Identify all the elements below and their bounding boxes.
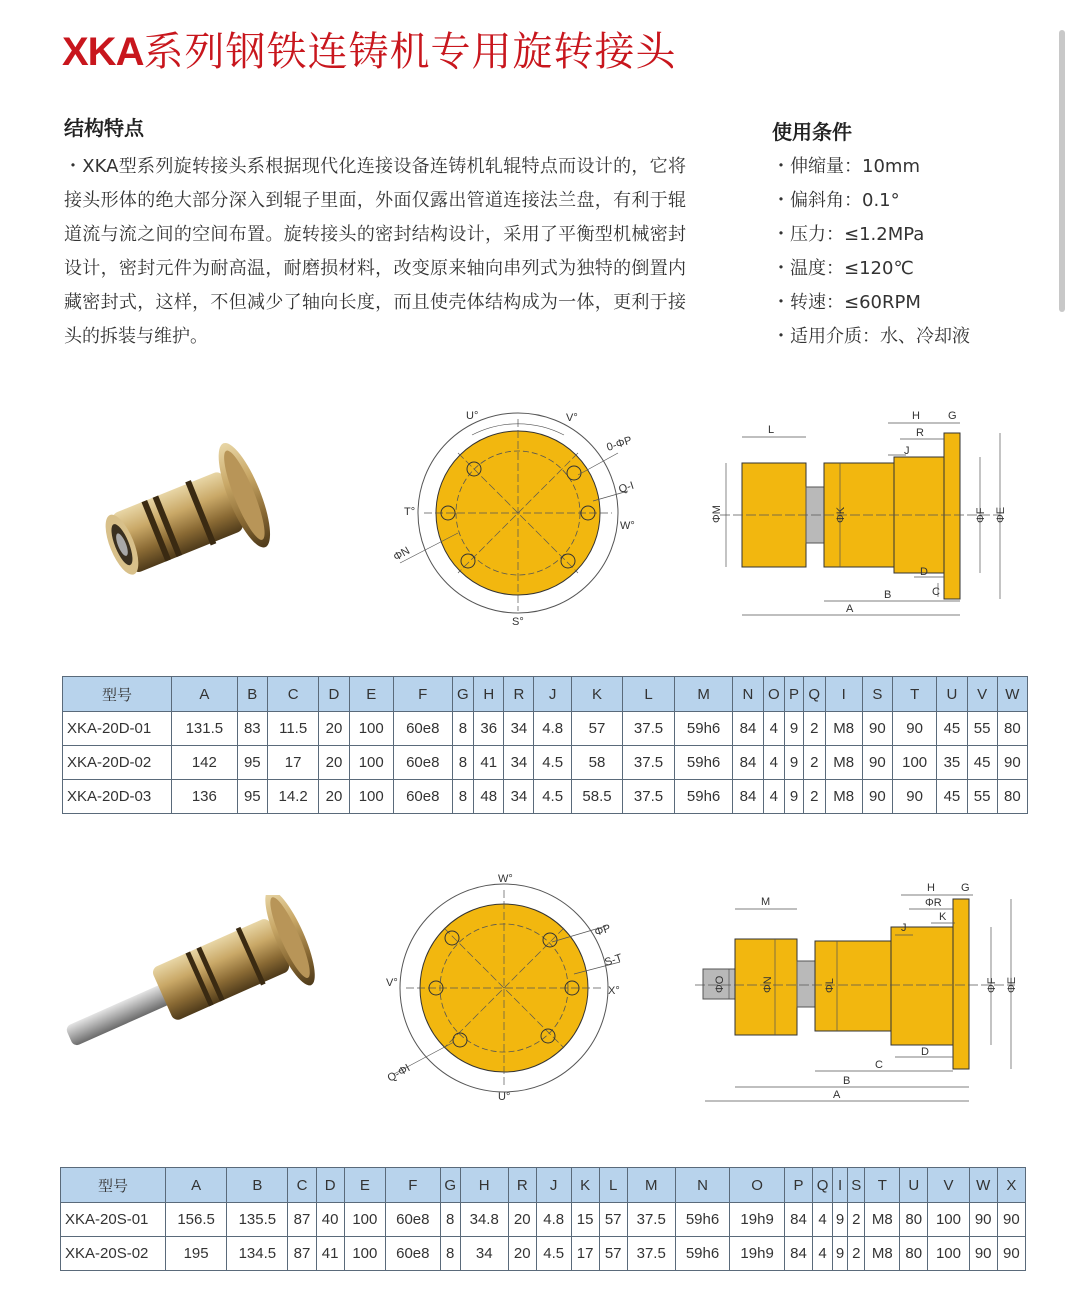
flange1-label: V° <box>566 412 578 424</box>
side2-label: ΦN <box>762 976 774 993</box>
table-cell: 156.5 <box>166 1203 227 1237</box>
flange1-label: T° <box>404 506 416 518</box>
table-cell: 34 <box>504 712 534 746</box>
table-cell: 9 <box>833 1203 848 1237</box>
header-cell: U <box>937 677 967 712</box>
table-cell: 90 <box>862 712 892 746</box>
header-cell: I <box>833 1168 848 1203</box>
side2-label: K <box>939 911 947 923</box>
table-cell: 11.5 <box>267 712 319 746</box>
flange1-label: ΦN <box>391 544 412 564</box>
table-cell: M8 <box>825 712 862 746</box>
table-cell: 34 <box>504 780 534 814</box>
condition-item: ・转速：≤60RPM <box>772 292 921 313</box>
header-cell: E <box>344 1168 385 1203</box>
header-cell: Q <box>813 1168 833 1203</box>
table-cell: 41 <box>474 746 504 780</box>
table-cell: 4.5 <box>536 1237 571 1271</box>
table-cell: 9 <box>785 712 804 746</box>
table-cell: 35 <box>937 746 967 780</box>
side-diagram-20s <box>695 875 1025 1110</box>
header-cell: R <box>508 1168 536 1203</box>
header-cell: J <box>536 1168 571 1203</box>
table-cell: M8 <box>865 1237 900 1271</box>
flange1-label: S° <box>512 616 524 628</box>
table-cell: 84 <box>784 1237 812 1271</box>
header-cell: J <box>534 677 571 712</box>
side-diagram-20d <box>700 405 1020 625</box>
table-cell: 37.5 <box>627 1203 675 1237</box>
table-cell: 57 <box>571 712 623 746</box>
table-cell: 100 <box>892 746 936 780</box>
flange2-label: U° <box>498 1091 511 1103</box>
header-cell: O <box>730 1168 785 1203</box>
flange2-label: W° <box>498 873 513 885</box>
table-cell: 131.5 <box>172 712 238 746</box>
table-cell: M8 <box>825 780 862 814</box>
header-cell: I <box>825 677 862 712</box>
side1-label: ΦF <box>975 507 987 523</box>
side2-label: ΦE <box>1006 976 1018 993</box>
side1-label: ΦK <box>835 506 847 523</box>
table-cell: 90 <box>862 746 892 780</box>
table-cell: 8 <box>440 1203 460 1237</box>
table-cell: 2 <box>847 1237 865 1271</box>
table-cell: 17 <box>267 746 319 780</box>
table-cell: 87 <box>288 1203 316 1237</box>
table-cell: 60e8 <box>393 746 452 780</box>
flange2-label: X° <box>608 985 620 997</box>
table-cell: 90 <box>892 712 936 746</box>
header-cell: W <box>997 677 1027 712</box>
header-cell: N <box>733 677 763 712</box>
table-cell: 4 <box>763 746 785 780</box>
side1-label: D <box>920 566 928 578</box>
table-cell: 100 <box>928 1237 969 1271</box>
header-cell: O <box>763 677 785 712</box>
structure-heading: 结构特点 <box>64 116 144 140</box>
side2-label: D <box>921 1046 929 1058</box>
table-cell: 135.5 <box>227 1203 288 1237</box>
header-cell: F <box>386 1168 441 1203</box>
table-cell: 15 <box>571 1203 599 1237</box>
table-cell: 136 <box>172 780 238 814</box>
table-cell: 100 <box>928 1203 969 1237</box>
table-cell: 4 <box>813 1237 833 1271</box>
table-cell: 34 <box>504 746 534 780</box>
table-cell: XKA-20S-02 <box>61 1237 166 1271</box>
table-cell: 57 <box>599 1237 627 1271</box>
table-cell: 80 <box>997 712 1027 746</box>
table-cell: 40 <box>316 1203 344 1237</box>
flange2-label: ΦP <box>593 922 613 939</box>
table-cell: 100 <box>349 746 393 780</box>
table-cell: 59h6 <box>674 712 733 746</box>
side1-label: A <box>846 603 854 615</box>
table-cell: 36 <box>474 712 504 746</box>
header-cell: S <box>847 1168 865 1203</box>
flange-diagram-20d <box>388 405 658 630</box>
table-cell: 2 <box>847 1203 865 1237</box>
header-cell: S <box>862 677 892 712</box>
table-cell: 4 <box>763 712 785 746</box>
header-cell: N <box>675 1168 730 1203</box>
header-cell: D <box>319 677 349 712</box>
table-cell: 37.5 <box>623 746 675 780</box>
header-cell: H <box>460 1168 508 1203</box>
spec-table-20d <box>62 676 1028 814</box>
structure-text: ・XKA型系列旋转接头系根据现代化连接设备连铸机轧辊特点而设计的，它将接头形体的绝大部分深入到辊子里面，外面仅露出管道连接法兰盘，有利于辊道流与流之间的空间布置。旋转接头的密封结构设计，采用了平衡型机械密封设计，密封元件为耐高温，耐磨损材料，改变原来轴向串列式为独特的倒置内藏密封式，这样，不但减少了轴向长度，而且使壳体结构成为一体，更利于接头的拆装与维护。 <box>64 156 686 347</box>
table-cell: 19h9 <box>730 1237 785 1271</box>
table-cell: 60e8 <box>393 712 452 746</box>
side2-label: H <box>927 882 935 894</box>
table-cell: 95 <box>237 780 267 814</box>
header-cell: U <box>900 1168 928 1203</box>
side1-label: G <box>948 410 957 422</box>
table-cell: 20 <box>508 1203 536 1237</box>
table-cell: 59h6 <box>675 1237 730 1271</box>
header-cell: 型号 <box>63 677 172 712</box>
header-cell: A <box>172 677 238 712</box>
table-cell: 45 <box>937 712 967 746</box>
table-cell: 57 <box>599 1203 627 1237</box>
table-cell: 100 <box>349 780 393 814</box>
table-cell: XKA-20D-03 <box>63 780 172 814</box>
flange1-label: W° <box>620 520 635 532</box>
table-row <box>63 746 1028 780</box>
condition-item: ・压力：≤1.2MPa <box>772 224 925 245</box>
side2-label: M <box>761 896 771 908</box>
side2-label: G <box>961 882 970 894</box>
table-cell: 20 <box>319 746 349 780</box>
header-cell: F <box>393 677 452 712</box>
table-cell: 84 <box>784 1203 812 1237</box>
table-cell: 4.8 <box>534 712 571 746</box>
table-cell: 59h6 <box>674 780 733 814</box>
side1-label: B <box>884 589 892 601</box>
condition-item: ・温度：≤120℃ <box>772 258 914 279</box>
table-cell: 20 <box>319 780 349 814</box>
flange2-label: V° <box>386 977 398 989</box>
table-cell: 95 <box>237 746 267 780</box>
table-cell: M8 <box>865 1203 900 1237</box>
header-cell: V <box>967 677 997 712</box>
table-cell: 84 <box>733 780 763 814</box>
header-cell: L <box>623 677 675 712</box>
table-row <box>63 780 1028 814</box>
table-cell: 4.5 <box>534 780 571 814</box>
header-cell: K <box>571 1168 599 1203</box>
table-cell: 59h6 <box>675 1203 730 1237</box>
header-cell: K <box>571 677 623 712</box>
table-cell: 60e8 <box>393 780 452 814</box>
table-cell: 134.5 <box>227 1237 288 1271</box>
table-cell: 90 <box>997 1237 1025 1271</box>
table-cell: 90 <box>969 1203 997 1237</box>
table-row <box>61 1203 1026 1237</box>
flange1-label: 0-ΦP <box>605 434 634 454</box>
side2-label: ΦR <box>925 897 942 909</box>
table-cell: 37.5 <box>623 780 675 814</box>
table-header-row <box>61 1168 1026 1203</box>
table-cell: 9 <box>785 780 804 814</box>
table-cell: 100 <box>349 712 393 746</box>
side2-label: A <box>833 1089 841 1101</box>
table-cell: XKA-20S-01 <box>61 1203 166 1237</box>
header-cell: V <box>928 1168 969 1203</box>
side2-label: B <box>843 1075 851 1087</box>
table-cell: 60e8 <box>386 1203 441 1237</box>
header-cell: X <box>997 1168 1025 1203</box>
table-cell: 90 <box>997 746 1027 780</box>
product-photo-20s <box>66 895 336 1055</box>
header-cell: T <box>865 1168 900 1203</box>
side2-label: ΦL <box>824 978 836 993</box>
side1-label: ΦM <box>711 505 723 523</box>
side1-label: H <box>912 410 920 422</box>
header-cell: G <box>440 1168 460 1203</box>
table-cell: 58 <box>571 746 623 780</box>
table-cell: 84 <box>733 712 763 746</box>
table-cell: 90 <box>997 1203 1025 1237</box>
flange1-label: Q-I <box>617 479 636 496</box>
table-cell: 83 <box>237 712 267 746</box>
table-cell: 37.5 <box>627 1237 675 1271</box>
product-photo-20d <box>98 438 308 588</box>
table-cell: 60e8 <box>386 1237 441 1271</box>
table-cell: XKA-20D-01 <box>63 712 172 746</box>
header-cell: C <box>288 1168 316 1203</box>
table-cell: 9 <box>785 746 804 780</box>
header-cell: G <box>452 677 474 712</box>
table-cell: 4.8 <box>536 1203 571 1237</box>
table-cell: 90 <box>892 780 936 814</box>
table-cell: 80 <box>997 780 1027 814</box>
table-cell: 20 <box>319 712 349 746</box>
side1-label: J <box>904 445 910 457</box>
table-row <box>61 1237 1026 1271</box>
table-cell: 58.5 <box>571 780 623 814</box>
table-cell: 90 <box>969 1237 997 1271</box>
header-cell: R <box>504 677 534 712</box>
table-cell: 8 <box>452 712 474 746</box>
table-cell: 41 <box>316 1237 344 1271</box>
table-cell: 84 <box>733 746 763 780</box>
table-cell: 59h6 <box>674 746 733 780</box>
table-cell: 4 <box>813 1203 833 1237</box>
table-cell: 87 <box>288 1237 316 1271</box>
header-cell: W <box>969 1168 997 1203</box>
conditions-list <box>772 150 970 354</box>
table-cell: 100 <box>344 1237 385 1271</box>
table-cell: 4 <box>763 780 785 814</box>
table-cell: 14.2 <box>267 780 319 814</box>
table-cell: 100 <box>344 1203 385 1237</box>
table-cell: 80 <box>900 1203 928 1237</box>
header-cell: E <box>349 677 393 712</box>
table-cell: 45 <box>967 746 997 780</box>
table-cell: 2 <box>803 780 825 814</box>
table-row <box>63 712 1028 746</box>
table-cell: 55 <box>967 712 997 746</box>
table-cell: XKA-20D-02 <box>63 746 172 780</box>
header-cell: M <box>674 677 733 712</box>
table-cell: 80 <box>900 1237 928 1271</box>
table-cell: 2 <box>803 712 825 746</box>
title-text: 系列钢铁连铸机专用旋转接头 <box>143 29 677 75</box>
condition-item: ・适用介质：水、冷却液 <box>772 326 970 347</box>
side1-label: ΦE <box>995 506 1007 523</box>
flange1-label: U° <box>466 410 479 422</box>
header-cell: Q <box>803 677 825 712</box>
table-cell: 34 <box>460 1237 508 1271</box>
side2-label: J <box>901 922 907 934</box>
table-cell: 8 <box>452 746 474 780</box>
side1-label: R <box>916 427 924 439</box>
table-cell: M8 <box>825 746 862 780</box>
header-cell: P <box>784 1168 812 1203</box>
side2-label: ΦO <box>714 975 726 993</box>
condition-item: ・偏斜角：0.1° <box>772 190 900 211</box>
table-cell: 17 <box>571 1237 599 1271</box>
header-cell: D <box>316 1168 344 1203</box>
spec-table-20s <box>60 1167 1026 1271</box>
table-cell: 34.8 <box>460 1203 508 1237</box>
table-cell: 8 <box>440 1237 460 1271</box>
table-cell: 19h9 <box>730 1203 785 1237</box>
header-cell: B <box>227 1168 288 1203</box>
header-cell: B <box>237 677 267 712</box>
header-cell: 型号 <box>61 1168 166 1203</box>
table-cell: 20 <box>508 1237 536 1271</box>
title-brand: XKA <box>62 30 144 74</box>
table-cell: 8 <box>452 780 474 814</box>
header-cell: C <box>267 677 319 712</box>
header-cell: M <box>627 1168 675 1203</box>
flange-diagram-20s <box>380 870 650 1105</box>
header-cell: L <box>599 1168 627 1203</box>
side1-label: L <box>768 424 775 436</box>
table-cell: 55 <box>967 780 997 814</box>
side2-label: C <box>875 1059 883 1071</box>
header-cell: P <box>785 677 804 712</box>
side2-label: ΦF <box>986 977 998 993</box>
header-cell: A <box>166 1168 227 1203</box>
table-cell: 4.5 <box>534 746 571 780</box>
header-cell: T <box>892 677 936 712</box>
table-cell: 48 <box>474 780 504 814</box>
side1-label: C <box>932 586 940 598</box>
table-cell: 37.5 <box>623 712 675 746</box>
header-cell: H <box>474 677 504 712</box>
table-cell: 90 <box>862 780 892 814</box>
table-header-row <box>63 677 1028 712</box>
table-cell: 142 <box>172 746 238 780</box>
conditions-heading: 使用条件 <box>772 120 852 144</box>
table-cell: 195 <box>166 1237 227 1271</box>
table-cell: 9 <box>833 1237 848 1271</box>
flange2-label: Q-ΦI <box>385 1062 413 1085</box>
table-cell: 45 <box>937 780 967 814</box>
page-title <box>62 26 676 78</box>
scrollbar[interactable] <box>1059 30 1065 312</box>
condition-item: ・伸缩量：10mm <box>772 156 920 177</box>
table-cell: 2 <box>803 746 825 780</box>
flange2-label: S-T <box>603 951 624 969</box>
